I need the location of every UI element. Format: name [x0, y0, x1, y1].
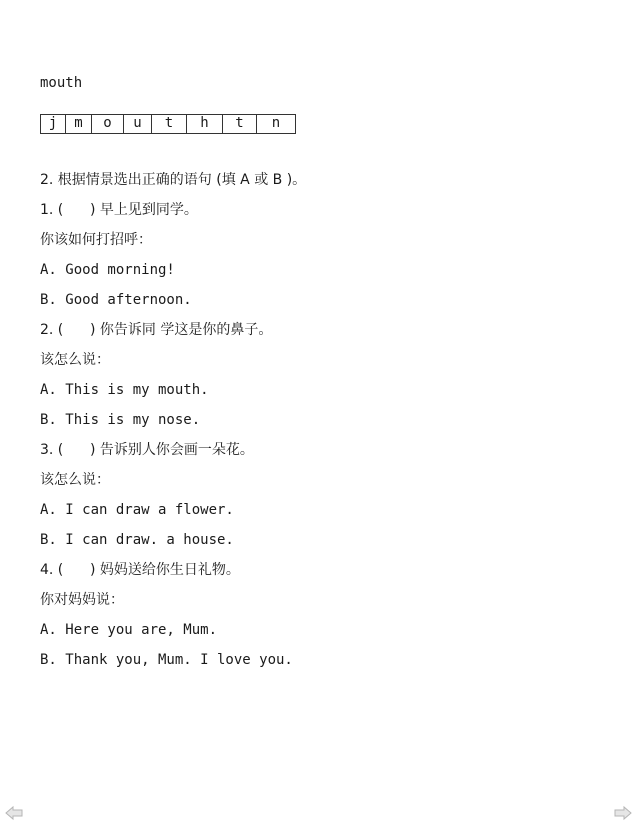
question-stem: 4. ( ) 妈妈送给你生日礼物。: [40, 562, 240, 578]
letter-grid: [40, 114, 296, 134]
letter-cell: o: [92, 115, 124, 133]
target-word: mouth: [40, 75, 83, 91]
question-stem: 1. ( ) 早上见到同学。: [40, 202, 198, 218]
arrow-left-icon[interactable]: [5, 805, 23, 821]
question-stem: 2. ( ) 你告诉同 学这是你的鼻子。: [40, 322, 273, 338]
option-a: A. I can draw a flower.: [40, 502, 234, 518]
letter-cell: n: [271, 115, 281, 131]
question-prompt: 该怎么说：: [40, 352, 110, 368]
section-title: 2. 根据情景选出正确的语句 (填 A 或 B )。: [40, 172, 307, 188]
letter-cell: h: [187, 115, 223, 133]
arrow-right-icon[interactable]: [614, 805, 632, 821]
option-b: B. I can draw. a house.: [40, 532, 234, 548]
question-prompt: 你对妈妈说：: [40, 592, 124, 608]
question-prompt: 你该如何打招呼：: [40, 232, 152, 248]
option-a: A. Here you are, Mum.: [40, 622, 218, 638]
question-prompt: 该怎么说：: [40, 472, 110, 488]
letter-cell: j: [41, 115, 66, 133]
letter-cell: t: [223, 115, 257, 133]
question-stem: 3. ( ) 告诉别人你会画一朵花。: [40, 442, 254, 458]
option-a: A. Good morning!: [40, 262, 175, 278]
option-b: B. Thank you, Mum. I love you.: [40, 652, 293, 668]
letter-cell: m: [66, 115, 92, 133]
letter-cell: u: [124, 115, 152, 133]
option-b: B. Good afternoon.: [40, 292, 192, 308]
letter-cell: t: [152, 115, 187, 133]
option-b: B. This is my nose.: [40, 412, 201, 428]
option-a: A. This is my mouth.: [40, 382, 209, 398]
